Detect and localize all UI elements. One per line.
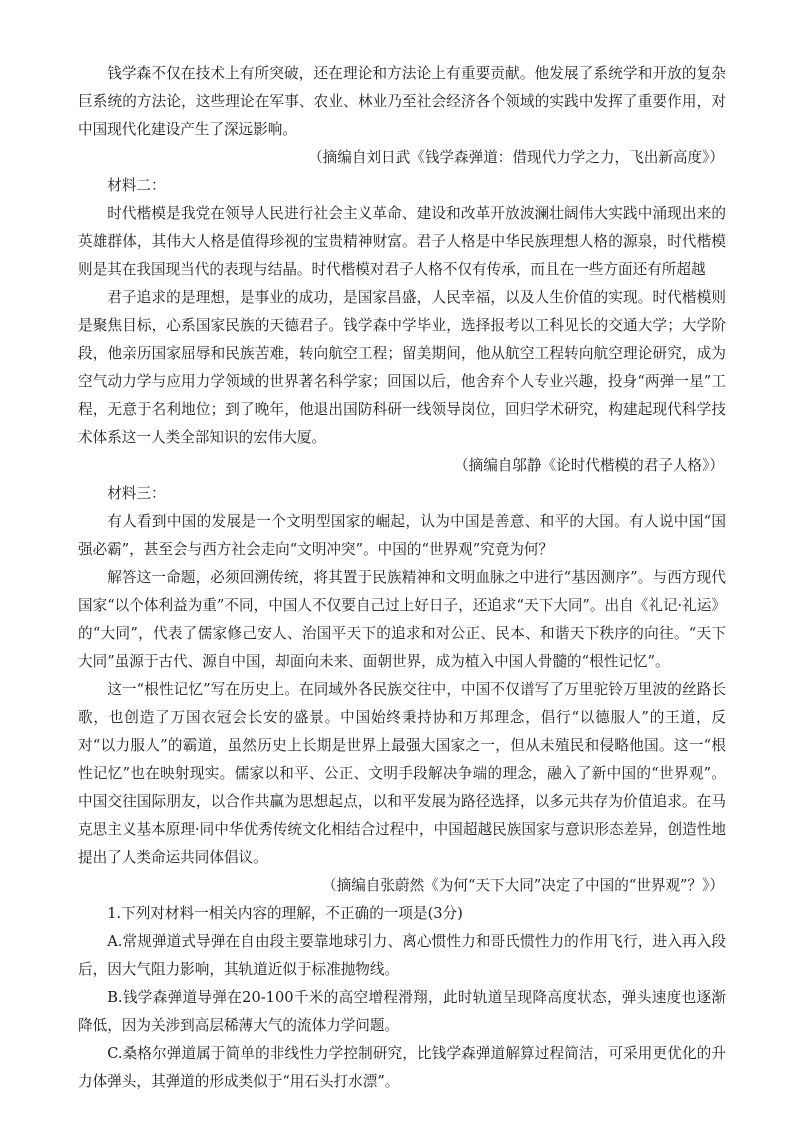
- material-3-title: 材料三：: [107, 485, 166, 502]
- material-3-paragraph-2: 解答这一命题，必须回溯传统，将其置于民族精神和文明血脉之中进行“基因测序”。与西方现代国家“以个体利益为重”不同，中国人不仅要自己过上好日子，还追求“天下大同”。出自《礼记·礼运》的“大同”，代表了儒家修己安人、治国平天下的追求和对公正、民本、和谐天下秩序的向往。“天下大同”虽源于古代、源自中国，却面向未来、面朝世界，成为植入中国人骨髓的“根性记忆”。: [78, 569, 726, 670]
- material-3-paragraph-1: 有人看到中国的发展是一个文明型国家的崛起，认为中国是善意、和平的大国。有人说中国“国强必霸”，甚至会与西方社会走向“文明冲突”。中国的“世界观”究竟为何？: [78, 513, 726, 558]
- material-1-paragraph: 钱学森不仅在技术上有所突破，还在理论和方法论上有重要贡献。他发展了系统学和开放的复杂巨系统的方法论，这些理论在军事、农业、林业乃至社会经济各个领域的实践中发挥了重要作用，对中国现代化建设产生了深远影响。: [78, 65, 726, 138]
- material-1-source: （摘编自刘日武《钱学森弹道：借现代力学之力，飞出新高度》）: [308, 149, 724, 166]
- material-2-paragraph-2: 君子追求的是理想，是事业的成功，是国家昌盛，人民幸福，以及人生价值的实现。时代楷模则是聚焦目标，心系国家民族的天德君子。钱学森中学毕业，选择报考以工科见长的交通大学；大学阶段，他亲历国家屈辱和民族苦难，转向航空工程；留美期间，他从航空工程转向航空理论研究，成为空气动力学与应用力学领域的世界著名科学家；回国以后，他舍弃个人专业兴趣，投身“两弹一星”工程，无意于名利地位；到了晚年，他退出国防科研一线领导岗位，回归学术研究，构建起现代科学技术体系这一人类全部知识的宏伟大厦。: [78, 289, 726, 446]
- question-1-stem: 1.下列对材料一相关内容的理解，不正确的一项是(3分): [107, 905, 463, 922]
- material-3-source: （摘编自张蔚然《为何“天下大同”决定了中国的“世界观”？》）: [322, 877, 724, 894]
- question-1-option-b: B.钱学森弹道导弹在20-100千米的高空增程滑翔，此时轨道呈现降高度状态，弹头速度也逐渐降低，因为关涉到高层稀薄大气的流体力学问题。: [78, 989, 726, 1034]
- question-1-option-c: C.桑格尔弹道属于简单的非线性力学控制研究，比钱学森弹道解算过程简洁，可采用更优化的升力体弹头，其弹道的形成类似于“用石头打水漂”。: [78, 1045, 726, 1090]
- material-2-source: （摘编自邬静《论时代楷模的君子人格》）: [454, 457, 724, 474]
- material-2-title: 材料二：: [107, 177, 166, 194]
- question-1-option-a: A.常规弹道式导弹在自由段主要靠地球引力、离心惯性力和哥氏惯性力的作用飞行，进入再入段后，因大气阻力影响，其轨道近似于标准抛物线。: [78, 933, 726, 978]
- material-2-paragraph-1: 时代楷模是我党在领导人民进行社会主义革命、建设和改革开放波澜壮阔伟大实践中涌现出来的英雄群体，其伟大人格是值得珍视的宝贵精神财富。君子人格是中华民族理想人格的源泉，时代楷模则是其在我国现当代的表现与结晶。时代楷模对君子人格不仅有传承，而且在一些方面还有所超越: [78, 205, 726, 278]
- document-page: [78, 60, 726, 1096]
- material-3-paragraph-3: 这一“根性记忆”写在历史上。在同域外各民族交往中，中国不仅谱写了万里驼铃万里波的丝路长歌，也创造了万国衣冠会长安的盛景。中国始终秉持协和万邦理念，倡行“以德服人”的王道，反对“以力服人”的霸道，虽然历史上长期是世界上最强大国家之一，但从未殖民和侵略他国。这一“根性记忆”也在映射现实。儒家以和平、公正、文明手段解决争端的理念，融入了新中国的“世界观”。中国交往国际朋友，以合作共赢为思想起点，以和平发展为路径选择，以多元共存为价值追求。在马克思主义基本原理·同中华优秀传统文化相结合过程中，中国超越民族国家与意识形态差异，创造性地提出了人类命运共同体倡议。: [78, 681, 726, 866]
